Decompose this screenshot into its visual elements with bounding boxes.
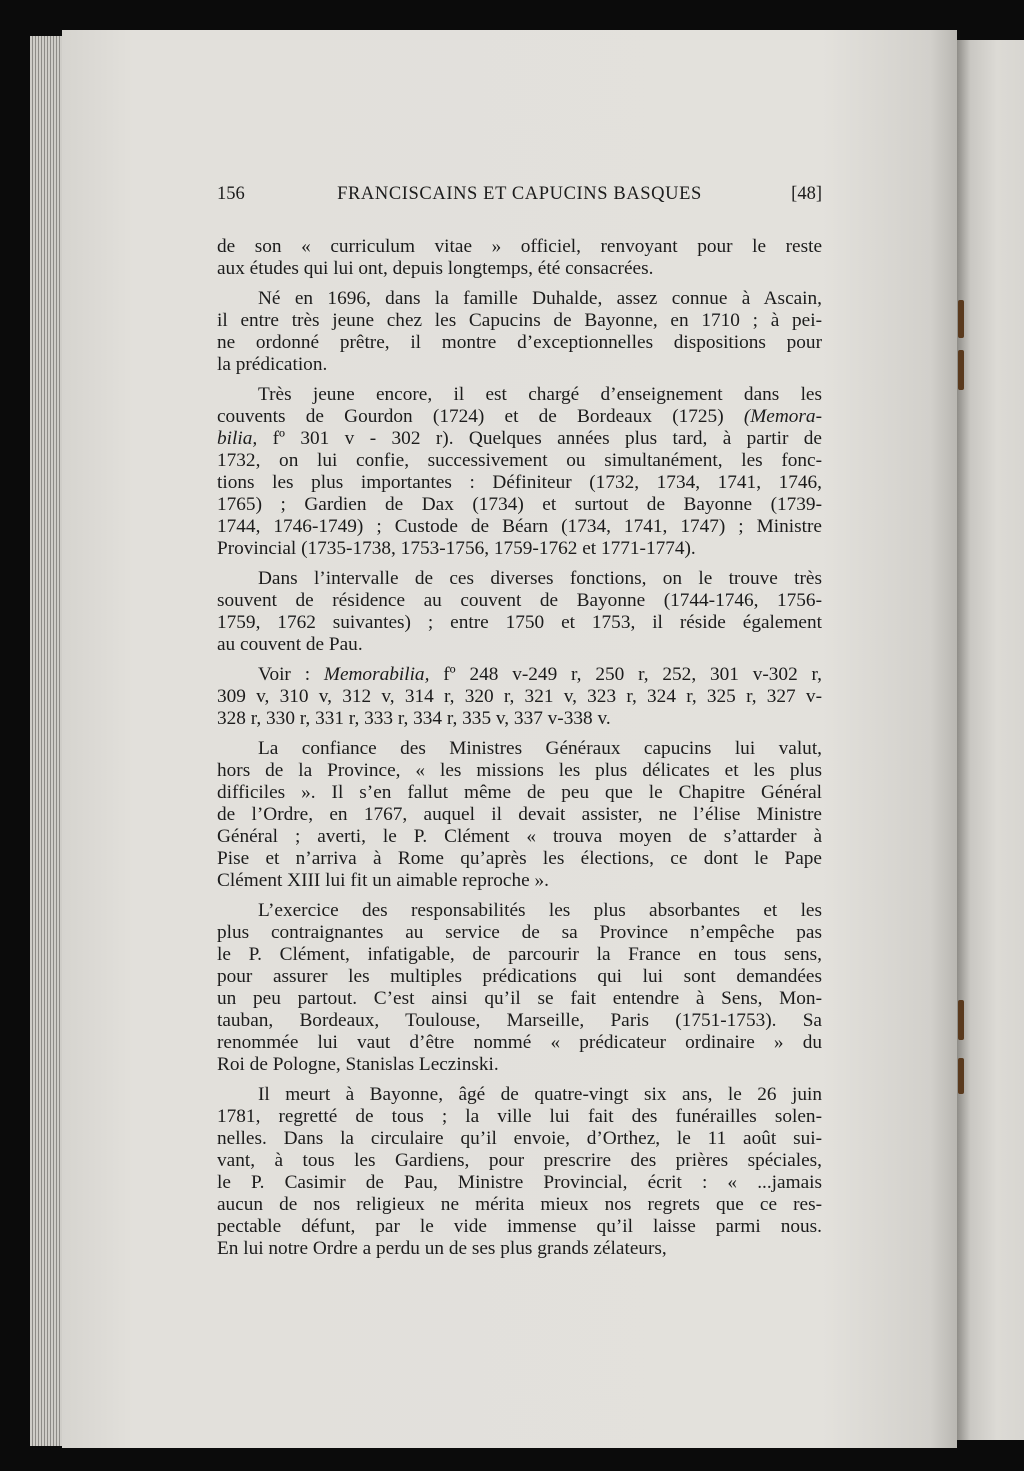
text-line: de l’Ordre, en 1767, auquel il devait assister, ne l’élise Ministre xyxy=(217,804,822,825)
paragraph xyxy=(217,568,822,656)
text-line: hors de la Province, « les missions les plus délicates et les plus xyxy=(217,760,822,781)
text-line: 1781, regretté de tous ; la ville lui fait des funérailles solen- xyxy=(217,1106,822,1127)
section-reference: [48] xyxy=(791,184,822,204)
text-line: Provincial (1735-1738, 1753-1756, 1759-1762 et 1771-1774). xyxy=(217,538,696,559)
text-line: couvents de Gourdon (1724) et de Bordeaux (1725) (Memora- xyxy=(217,406,822,427)
text-line: tauban, Bordeaux, Toulouse, Marseille, Paris (1751-1753). Sa xyxy=(217,1010,822,1031)
text-line: nelles. Dans la circulaire qu’il envoie, d’Orthez, le 11 août sui- xyxy=(217,1128,822,1149)
text-line: aux études qui lui ont, depuis longtemps, été consacrées. xyxy=(217,258,654,279)
text-line: le P. Clément, infatigable, de parcourir la France en tous sens, xyxy=(217,944,822,965)
text-line: Né en 1696, dans la famille Duhalde, assez connue à Ascain, xyxy=(258,288,822,309)
page-tab-marker xyxy=(958,300,964,338)
text-line: Voir : Memorabilia, fº 248 v-249 r, 250 r, 252, 301 v-302 r, xyxy=(258,664,823,685)
text-line: de son « curriculum vitae » officiel, renvoyant pour le reste xyxy=(217,236,822,257)
paragraph xyxy=(217,664,822,730)
text-line: tions les plus importantes : Définiteur (1732, 1734, 1741, 1746, xyxy=(217,472,822,493)
text-line: Général ; averti, le P. Clément « trouva moyen de s’attarder à xyxy=(217,826,822,847)
text-line: plus contraignantes au service de sa Province n’empêche pas xyxy=(217,922,822,943)
text-line: Il meurt à Bayonne, âgé de quatre-vingt six ans, le 26 juin xyxy=(258,1084,822,1105)
text-line: 1759, 1762 suivantes) ; entre 1750 et 1753, il réside également xyxy=(217,612,822,633)
text-line: Pise et n’arriva à Rome qu’après les élections, ce dont le Pape xyxy=(217,848,822,869)
text-line: aucun de nos religieux ne mérita mieux nos regrets que ce res- xyxy=(217,1194,822,1215)
text-line: renommée lui vaut d’être nommé « prédicateur ordinaire » du xyxy=(217,1032,822,1053)
paragraph xyxy=(217,1084,822,1260)
text-line: souvent de résidence au couvent de Bayonne (1744-1746, 1756- xyxy=(217,590,822,611)
page-number: 156 xyxy=(217,184,245,204)
text-line: En lui notre Ordre a perdu un de ses plus grands zélateurs, xyxy=(217,1238,667,1259)
text-line: 309 v, 310 v, 312 v, 314 r, 320 r, 321 v, 323 r, 324 r, 325 r, 327 v- xyxy=(217,686,822,707)
text-line: pour assurer les multiples prédications qui lui sont demandées xyxy=(217,966,822,987)
text-line: au couvent de Pau. xyxy=(217,634,363,655)
text-line: 1765) ; Gardien de Dax (1734) et surtout de Bayonne (1739- xyxy=(217,494,822,515)
text-line: Clément XIII lui fit un aimable reproche ». xyxy=(217,870,549,891)
page-tab-marker xyxy=(958,1058,964,1094)
text-line: le P. Casimir de Pau, Ministre Provincial, écrit : « ...jamais xyxy=(217,1172,822,1193)
text-line: pectable défunt, par le vide immense qu’il laisse parmi nous. xyxy=(217,1216,822,1237)
text-line: 328 r, 330 r, 331 r, 333 r, 334 r, 335 v, 337 v-338 v. xyxy=(217,708,611,729)
text-line: difficiles ». Il s’en fallut même de peu que le Chapitre Général xyxy=(217,782,822,803)
text-line: L’exercice des responsabilités les plus absorbantes et les xyxy=(258,900,822,921)
text-line: 1732, on lui confie, successivement ou simultanément, les fonc- xyxy=(217,450,822,471)
text-line: vant, à tous les Gardiens, pour prescrire des prières spéciales, xyxy=(217,1150,822,1171)
paragraph xyxy=(217,236,822,280)
text-line: la prédication. xyxy=(217,354,328,375)
page-tab-marker xyxy=(958,1000,964,1040)
text-line: ne ordonné prêtre, il montre d’exceptionnelles dispositions pour xyxy=(217,332,822,353)
text-line: il entre très jeune chez les Capucins de Bayonne, en 1710 ; à pei- xyxy=(217,310,822,331)
text-line: Roi de Pologne, Stanislas Leczinski. xyxy=(217,1054,499,1075)
paragraph xyxy=(217,738,822,892)
text-line: Dans l’intervalle de ces diverses fonctions, on le trouve très xyxy=(258,568,822,589)
running-header xyxy=(217,184,822,208)
paragraph xyxy=(217,384,822,560)
facing-page-edge xyxy=(957,40,1024,1440)
text-line: La confiance des Ministres Généraux capucins lui valut, xyxy=(258,738,822,759)
body-text xyxy=(217,236,822,1268)
stacked-page-edges xyxy=(30,36,64,1446)
text-line: un peu partout. C’est ainsi qu’il se fait entendre à Sens, Mon- xyxy=(217,988,822,1009)
paragraph xyxy=(217,288,822,376)
text-line: bilia, fº 301 v - 302 r). Quelques années plus tard, à partir de xyxy=(217,428,822,449)
text-line: 1744, 1746-1749) ; Custode de Béarn (1734, 1741, 1747) ; Ministre xyxy=(217,516,822,537)
text-line: Très jeune encore, il est chargé d’enseignement dans les xyxy=(258,384,822,405)
paragraph xyxy=(217,900,822,1076)
page-tab-marker xyxy=(958,350,964,390)
running-title: FRANCISCAINS ET CAPUCINS BASQUES xyxy=(337,184,702,204)
